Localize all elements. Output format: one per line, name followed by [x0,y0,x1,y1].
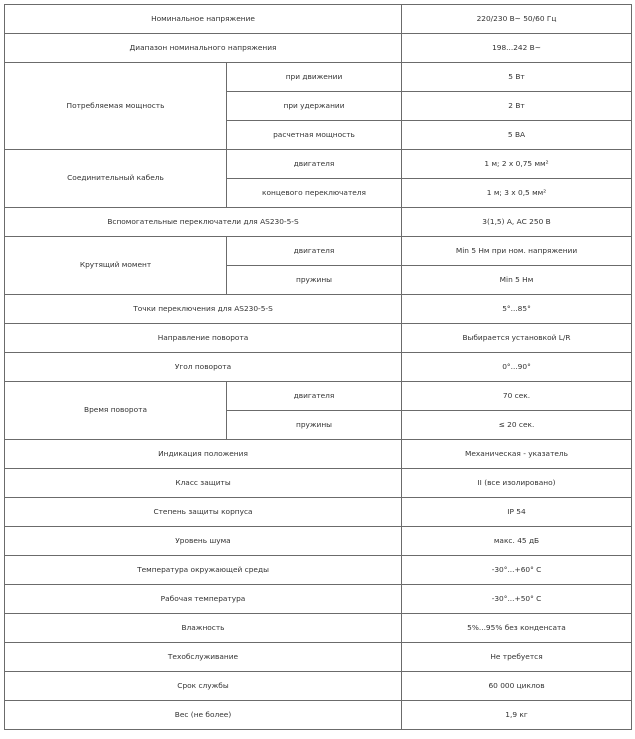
spec-value: 5 ВА [402,121,632,150]
spec-value: Min 5 Нм [402,266,632,295]
spec-value: макс. 45 дБ [402,527,632,556]
spec-value: IP 54 [402,498,632,527]
table-row [5,5,632,34]
spec-value: 60 000 циклов [402,672,632,701]
spec-label: Вспомогательные переключатели для AS230-5-S [5,208,402,237]
spec-label: Направление поворота [5,324,402,353]
table-row [5,701,632,730]
table-row [5,556,632,585]
spec-label: Техобслуживание [5,643,402,672]
table-row [5,353,632,382]
table-row [5,295,632,324]
spec-value: ≤ 20 сек. [402,411,632,440]
spec-value: II (все изолировано) [402,469,632,498]
table-row [5,237,632,266]
spec-label: Влажность [5,614,402,643]
table-row [5,34,632,63]
spec-value: Min 5 Нм при ном. напряжении [402,237,632,266]
spec-value: 0°...90° [402,353,632,382]
spec-label: Класс защиты [5,469,402,498]
spec-value: -30°...+60° С [402,556,632,585]
table-row [5,324,632,353]
spec-label: Срок службы [5,672,402,701]
table-row [5,440,632,469]
spec-sublabel: расчетная мощность [227,121,402,150]
spec-value: 70 сек. [402,382,632,411]
spec-label: Индикация положения [5,440,402,469]
spec-sublabel: пружины [227,411,402,440]
table-row [5,63,632,92]
spec-sublabel: при удержании [227,92,402,121]
table-row [5,614,632,643]
spec-sublabel: при движении [227,63,402,92]
spec-label: Рабочая температура [5,585,402,614]
spec-label: Угол поворота [5,353,402,382]
spec-label: Уровень шума [5,527,402,556]
table-row [5,498,632,527]
spec-label: Соединительный кабель [5,150,227,208]
spec-label: Потребляемая мощность [5,63,227,150]
spec-sublabel: пружины [227,266,402,295]
spec-value: 5°...85° [402,295,632,324]
spec-sublabel: двигателя [227,150,402,179]
table-row [5,382,632,411]
spec-sublabel: двигателя [227,382,402,411]
spec-value: -30°...+50° С [402,585,632,614]
spec-label: Время поворота [5,382,227,440]
spec-value: Не требуется [402,643,632,672]
table-row [5,208,632,237]
spec-label: Вес (не более) [5,701,402,730]
table-row [5,643,632,672]
table-row [5,672,632,701]
spec-value: 220/230 В~ 50/60 Гц [402,5,632,34]
spec-value: 5%...95% без конденсата [402,614,632,643]
spec-value: Механическая - указатель [402,440,632,469]
specs-table [4,4,632,730]
spec-value: 5 Вт [402,63,632,92]
spec-label: Точки переключения для AS230-5-S [5,295,402,324]
spec-value: 2 Вт [402,92,632,121]
table-row [5,527,632,556]
spec-value: 1,9 кг [402,701,632,730]
spec-value: 198...242 В~ [402,34,632,63]
spec-label: Диапазон номинального напряжения [5,34,402,63]
spec-label: Номинальное напряжение [5,5,402,34]
table-row [5,585,632,614]
spec-value: 3(1,5) А, АС 250 В [402,208,632,237]
table-row [5,150,632,179]
spec-value: Выбирается установкой L/R [402,324,632,353]
spec-label: Крутящий момент [5,237,227,295]
spec-sublabel: концевого переключателя [227,179,402,208]
spec-value: 1 м; 3 x 0,5 мм² [402,179,632,208]
spec-value: 1 м; 2 x 0,75 мм² [402,150,632,179]
table-row [5,469,632,498]
spec-sublabel: двигателя [227,237,402,266]
spec-label: Температура окружающей среды [5,556,402,585]
spec-label: Степень защиты корпуса [5,498,402,527]
